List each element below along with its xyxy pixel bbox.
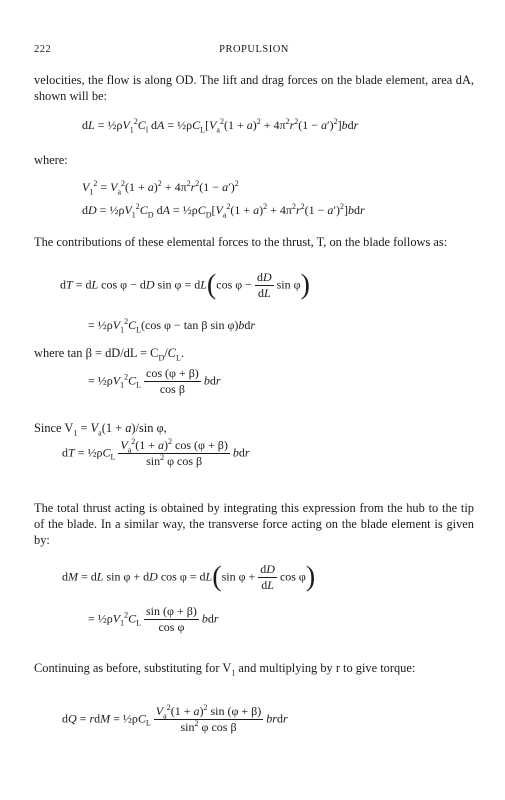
continuing-tail: and multiplying by r to give torque: — [235, 661, 416, 675]
equation-velocity: $V_1^2 = V_a^2(1 + a)^2 + 4\pi^2r^2(1 - a')^2$ — [82, 179, 239, 197]
paragraph-where-tan: where $\tan \beta = dD/dL = C_D/C_L$. — [34, 346, 184, 363]
equation-thrust-element: dT = dL cos φ − dD sin φ = dL(cos φ − $\frac{dD}{dL}$ sin φ) — [60, 269, 310, 301]
since-text: Since V — [34, 421, 74, 435]
page-number: 222 — [34, 44, 52, 55]
equation-transverse-sin: = $\frac{1}{2}\rho V_1^2C_L$ $\frac{\sin (\varphi + \beta)}{\text{cos φ}}$ bdr — [88, 604, 219, 634]
equation-thrust-cos: = $\frac{1}{2}\rho V_1^2C_L$ $\frac{\cos (\varphi + \beta)}{\text{cos β}}$ bdr — [88, 366, 221, 396]
running-head: PROPULSION — [219, 44, 289, 55]
equation-torque: dQ = rdM = $\frac{1}{2}\rho C_L$ $\frac{V_a^2(1 + a)^2 \sin (\varphi + \beta)}{\sin^2 \varphi \cos \beta}$ brdr — [62, 703, 288, 734]
paragraph-total-thrust: The total thrust acting is obtained by integrating this expression from the hub to the tip of the blade. In a similar way, the transverse force acting on the blade element is given by: — [34, 501, 474, 547]
paragraph-continuing: Continuing as before, substituting for $V_1$ and multiplying by r to give torque: — [34, 661, 416, 678]
paragraph-where: where: — [34, 153, 68, 167]
equation-drag: dD = $\frac{1}{2}\rho V_1^2C_D$ dA = $\frac{1}{2}\rho C_D[V_a^2(1 + a)^2 + 4\pi^2r^2(1 - a')^2]bdr$ — [82, 202, 365, 220]
continuing-text: Continuing as before, substituting for V — [34, 661, 232, 675]
paragraph-intro: velocities, the flow is along OD. The lift and drag forces on the blade element, area dA, shown will be: — [34, 73, 474, 103]
equation-lift: dL = $\frac{1}{2}\rho V_1^2C_l$ dA = $\frac{1}{2}\rho C_L[V_a^2(1 + a)^2 + 4\pi^2r^2(1 - a')^2]bdr$ — [82, 117, 359, 135]
paragraph-since: Since $V_1 = V_a(1 + a)/\sin$ φ, — [34, 421, 167, 438]
paragraph-thrust-intro: The contributions of these elemental forces to the thrust, T, on the blade follows as: — [34, 235, 448, 249]
equation-thrust-tan: = $\frac{1}{2}\rho V_1^2C_L(\cos$ φ − tan β sin φ)bdr — [88, 317, 256, 335]
page-header — [34, 44, 474, 58]
where-tan-text: where tan β = dD/dL = C — [34, 346, 159, 360]
equation-transverse-element: dM = dL sin φ + dD cos φ = dL(sin φ + $\frac{dD}{dL}$ cos φ) — [62, 561, 316, 593]
equation-thrust-final: dT = $\frac{1}{2}\rho C_L$ $\frac{V_a^2(1 + a)^2 \cos (\varphi + \beta)}{\sin^2 \varphi \cos \beta}$ bdr — [62, 437, 250, 468]
